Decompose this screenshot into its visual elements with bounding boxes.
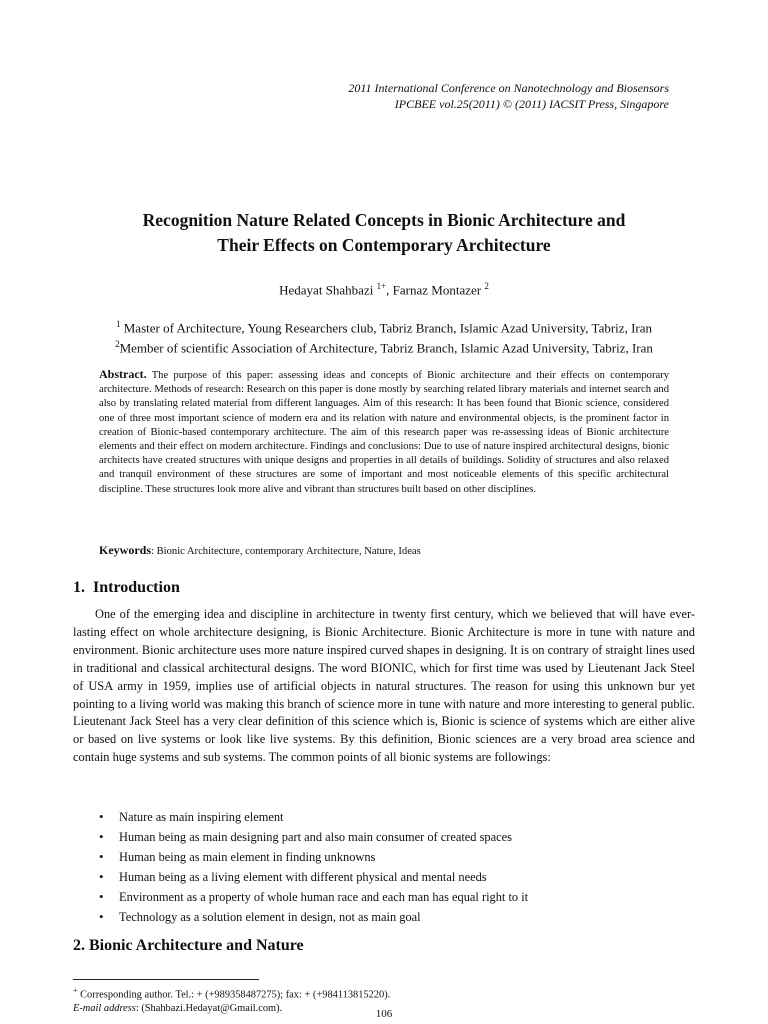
footnote-mark: + [73, 986, 78, 995]
section-2-heading: 2. Bionic Architecture and Nature [73, 937, 304, 954]
footnote-contact [73, 984, 390, 1002]
proceedings-info: IPCBEE vol.25(2011) © (2011) IACSIT Press, Singapore [394, 97, 669, 111]
list-item: • Human being as main designing part and also main consumer of created spaces [97, 827, 528, 847]
keywords-text: : Bionic Architecture, contemporary Architecture, Nature, Ideas [151, 546, 421, 557]
abstract-label: Abstract. [99, 367, 147, 381]
list-item: • Technology as a solution element in design, not as main goal [97, 907, 528, 927]
author-1: Hedayat Shahbazi [279, 282, 374, 298]
list-item: • Environment as a property of whole human race and each man has equal right to it [97, 887, 528, 907]
list-item: • Human being as a living element with different physical and mental needs [97, 867, 528, 887]
affiliation-1-text: Master of Architecture, Young Researchers club, Tabriz Branch, Islamic Azad University, Tabriz, Iran [120, 320, 652, 336]
affiliation-2-text: Member of scientific Association of Architecture, Tabriz Branch, Islamic Azad University, Tabriz, Iran [119, 340, 653, 356]
keywords [99, 543, 669, 558]
email-address: : (Shahbazi.Hedayat@Gmail.com). [135, 1003, 283, 1015]
list-item: • Human being as main element in finding unknowns [97, 847, 528, 867]
abstract-text: The purpose of this paper: assessing ideas and concepts of Bionic architecture and their effects on contemporary architecture. Methods of research: Research on this paper is done mostly by searching related library materials and internet search and also by translating related material from different languages. Aim of this research: It has been found that Bionic science, considered one of three most important science of modern era and its relation with nature and environmental objects, is the prominent factor in creation of Bionic-based contemporary architecture. The aim of this research paper was re-assessing ideas of Bionic architecture elements and their effect on modern architecture. Findings and conclusions: Due to use of nature inspired architectural designs, bionic architects have created structures with unique designs and properties in all details of buildings. Solidity of structures and also relaxed and tranquil environment of these structures are some of important and most noticeable elements of this specific architectural discipline. These structures look more alive and vibrant than structures built based on other disciplines. [99, 370, 669, 495]
conference-name: 2011 International Conference on Nanotechnology and Biosensors [348, 81, 669, 95]
author-2: Farnaz Montazer [392, 282, 482, 298]
paper-title [60, 208, 708, 258]
abstract [99, 367, 669, 497]
bionic-systems-list [97, 807, 528, 927]
footnote-divider [73, 979, 259, 980]
keywords-label: Keywords [99, 543, 151, 557]
affiliation-1-mark: 1 [116, 319, 121, 329]
conference-header [348, 80, 669, 112]
footnote-phone-fax: Corresponding author. Tel.: + (+989358487275); fax: + (+984113815220). [77, 989, 391, 1001]
title-line-1: Recognition Nature Related Concepts in Bionic Architecture and [142, 210, 626, 230]
author-list [60, 281, 708, 298]
title-line-2: Their Effects on Contemporary Architecture [217, 235, 551, 255]
author-1-affiliation-mark: 1+ [376, 281, 387, 291]
email-label: E-mail address [73, 1003, 136, 1015]
section-1-heading [73, 579, 180, 597]
affiliation-2 [60, 335, 708, 357]
affiliation-2-mark: 2 [115, 339, 120, 349]
author-separator: , [386, 282, 393, 298]
page-number: 106 [375, 1008, 393, 1020]
list-item: • Nature as main inspiring element [97, 807, 528, 827]
author-2-affiliation-mark: 2 [484, 281, 489, 291]
introduction-paragraph: One of the emerging idea and discipline in architecture in twenty first century, which we believed that will have ever-lasting effect on whole architecture designing, is Bionic Architecture. Bionic Architecture is more in tune with nature and environment. Bionic architecture uses more nature inspired curved shapes in designing. It is on contrary of straight lines used in traditional and classical architectural designs. The word BIONIC, which for first time was used by Lieutenant Jack Steel of USA army in 1959, implies use of artificial objects in natural structures. The reason for using this unknown bur yet pointing to a living world was making this branch of science more in tune with nature and more interesting to general public. Lieutenant Jack Steel has a very clear definition of this science which is, Bionic is science of systems which are either alive or based on live systems or look like live systems. By this definition, Bionic sciences are a very broad area science and contain huge systems and sub systems. The common points of all bionic systems are followings: [73, 607, 695, 765]
section-1-title: Introduction [93, 579, 180, 596]
affiliation-1 [60, 315, 708, 337]
section-1-number: 1. [73, 579, 85, 596]
